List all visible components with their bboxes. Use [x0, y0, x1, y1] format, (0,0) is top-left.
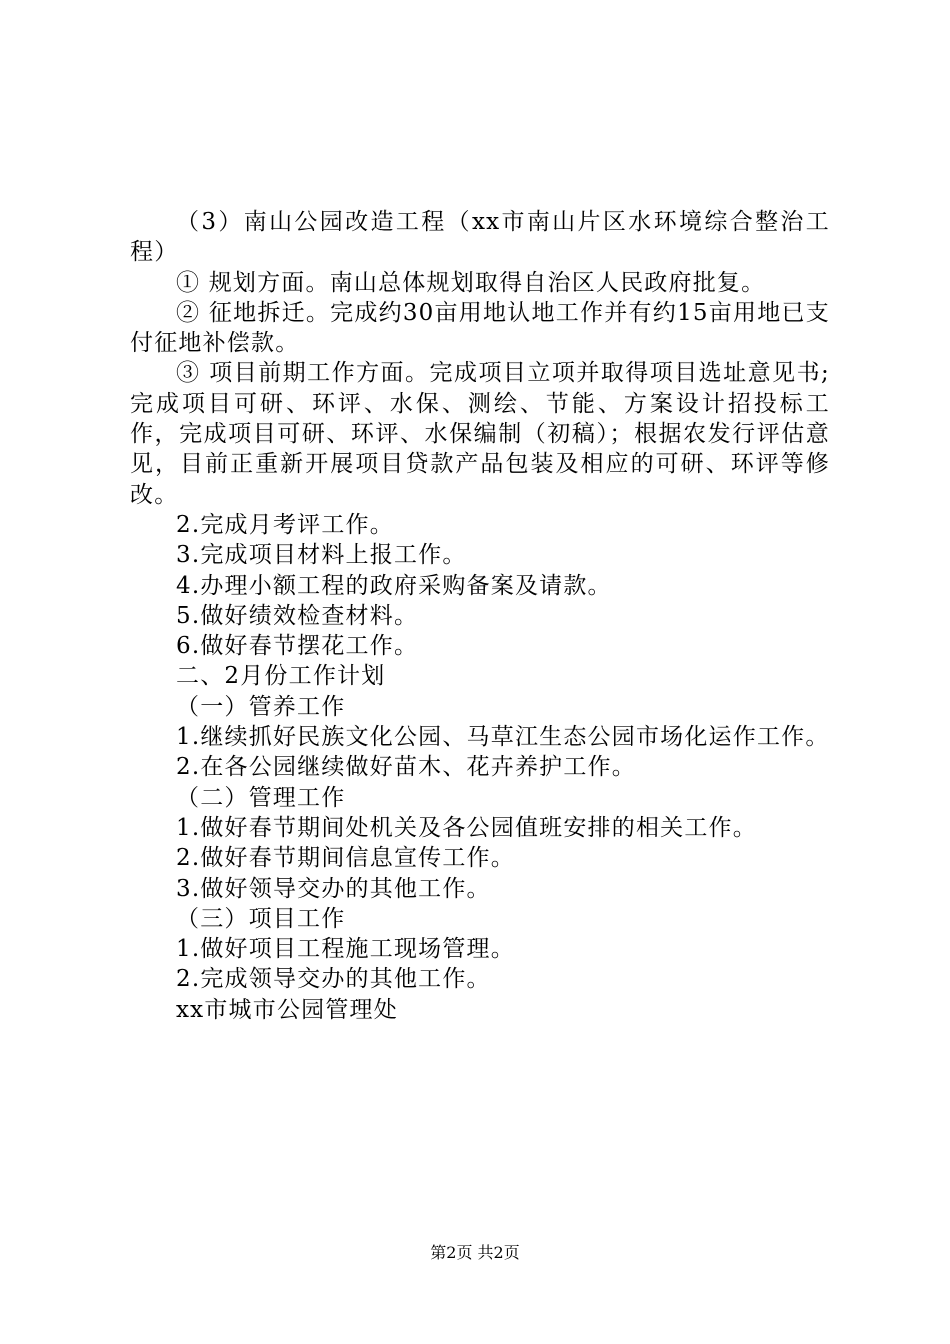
page-footer: [0, 1243, 950, 1263]
list-item: 2.完成领导交办的其他工作。: [176, 966, 491, 993]
section-heading-february-plan: 二、2月份工作计划: [176, 663, 386, 690]
list-item: 4.办理小额工程的政府采购备案及请款。: [176, 572, 612, 599]
paragraph-planning: ① 规划方面。南山总体规划取得自治区人民政府批复。: [176, 269, 766, 296]
list-item: 6.做好春节摆花工作。: [176, 633, 419, 660]
list-item: 2.做好春节期间信息宣传工作。: [176, 845, 515, 872]
subsection-heading-maintenance: （一）管养工作: [176, 693, 346, 720]
list-item: 5.做好绩效检查材料。: [176, 602, 419, 629]
list-item: 1.做好项目工程施工现场管理。: [176, 936, 515, 963]
list-item: 1.继续抓好民族文化公园、马草江生态公园市场化运作工作。: [176, 724, 830, 751]
list-item: 1.做好春节期间处机关及各公园值班安排的相关工作。: [176, 814, 757, 841]
list-item: 2.在各公园继续做好苗木、花卉养护工作。: [176, 754, 636, 781]
subsection-heading-projects: （三）项目工作: [176, 905, 346, 932]
paragraph-nanshan-project-title: （3）南山公园改造工程（xx市南山片区水环境综合整治工程）: [130, 209, 830, 266]
list-item: 3.做好领导交办的其他工作。: [176, 875, 491, 902]
list-item: 3.完成项目材料上报工作。: [176, 542, 467, 569]
paragraph-preliminary-work: ③ 项目前期工作方面。完成项目立项并取得项目选址意见书;完成项目可研、环评、水保、测绘、节能、方案设计招投标工作，完成项目可研、环评、水保编制（初稿）；根据农发行评估意见，目前正重新开展项目贷款产品包装及相应的可研、环评等修改。: [130, 360, 830, 508]
signature-organization: xx市城市公园管理处: [176, 996, 398, 1023]
document-body: [130, 207, 830, 1025]
paragraph-land-acquisition: ② 征地拆迁。完成约30亩用地认地工作并有约15亩用地已支付征地补偿款。: [130, 299, 830, 357]
list-item: 2.完成月考评工作。: [176, 511, 394, 538]
page-number: 第2页 共2页: [430, 1243, 520, 1262]
subsection-heading-management: （二）管理工作: [176, 784, 346, 811]
